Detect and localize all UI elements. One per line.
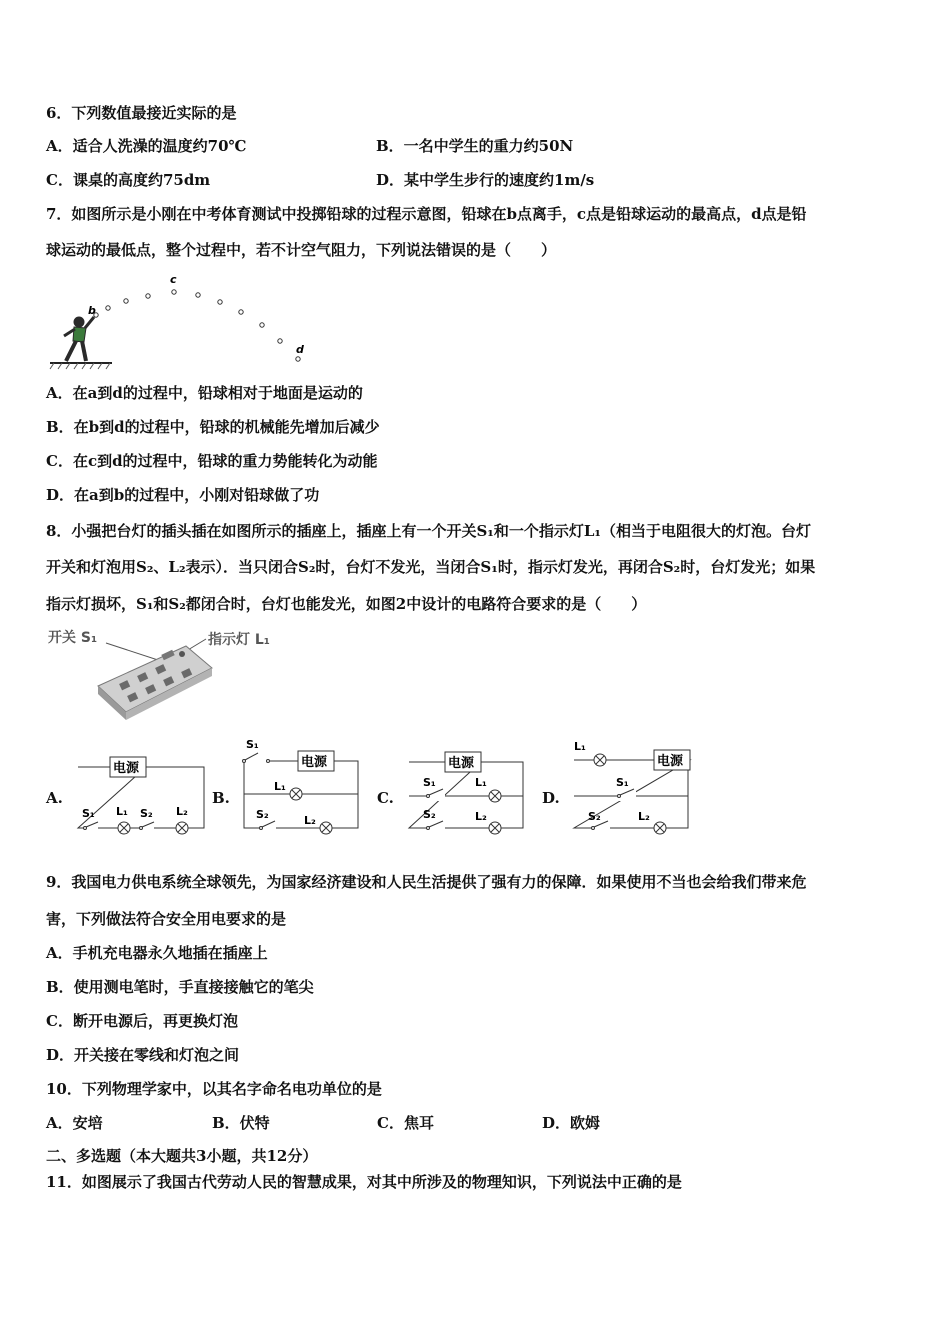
trajectory-dots — [94, 290, 300, 361]
circuit-d-switch-s1 — [618, 789, 637, 801]
q9-stem-line2: 害，下列做法符合安全用电要求的是 — [46, 910, 287, 928]
circuit-c-l2-label: L₂ — [475, 810, 487, 823]
circuit-d-s1-label: S₁ — [616, 776, 629, 789]
q7-option-d: D．在a到b的过程中，小刚对铅球做了功 — [46, 486, 320, 504]
q6-option-d: D．某中学生步行的速度约1m/s — [376, 171, 595, 189]
circuit-a-l2-label: L₂ — [176, 805, 188, 818]
circuit-b-s1-label: S₁ — [246, 738, 259, 751]
q9-option-b: B．使用测电笔时，手直接接触它的笔尖 — [46, 978, 314, 996]
circuit-a-switch-s2 — [140, 822, 155, 833]
point-c-label: c — [170, 273, 177, 286]
q8-option-a-label: A. — [46, 789, 63, 807]
circuit-d — [570, 738, 698, 836]
q10-option-a: A．安培 — [46, 1114, 103, 1132]
q10-option-d: D．欧姆 — [542, 1114, 601, 1132]
circuit-c-s1-label: S₁ — [423, 776, 436, 789]
shot-put-figure — [46, 270, 316, 370]
circuit-a-s1-label: S₁ — [82, 807, 95, 820]
q8-stem-line3: 指示灯损坏，S₁和S₂都闭合时，台灯也能发光，如图2中设计的电路符合要求的是（ ） — [46, 595, 647, 613]
q8-option-d-label: D. — [542, 789, 560, 807]
q8-option-c-label: C. — [377, 789, 394, 807]
point-d-label: d — [296, 343, 304, 356]
q9-option-d: D．开关接在零线和灯泡之间 — [46, 1046, 240, 1064]
circuit-b-switch-s2 — [260, 821, 277, 833]
circuit-d-s2-label: S₂ — [588, 810, 601, 823]
q7-stem-line2: 球运动的最低点，整个过程中，若不计空气阻力，下列说法错误的是（ ） — [46, 241, 557, 259]
circuit-d-l2-label: L₂ — [638, 810, 650, 823]
circuit-b-power: 电源 — [301, 755, 328, 770]
circuit-c — [405, 742, 533, 836]
circuit-a — [74, 752, 210, 840]
q8-stem-line2: 开关和灯泡用S₂、L₂表示）．当只闭合S₂时，台灯不发光，当闭合S₁时，指示灯发光，再闭合S₂时，台灯发光；如果 — [46, 558, 816, 576]
power-strip-figure — [46, 624, 296, 724]
circuit-d-power: 电源 — [657, 754, 684, 769]
q7-stem-line1: 7．如图所示是小刚在中考体育测试中投掷铅球的过程示意图，铅球在b点离手，c点是铅球运动的最高点，d点是铅 — [46, 205, 807, 223]
q10-stem: 10．下列物理学家中，以其名字命名电功单位的是 — [46, 1080, 382, 1098]
q9-option-c: C．断开电源后，再更换灯泡 — [46, 1012, 238, 1030]
q10-option-c: C．焦耳 — [377, 1114, 434, 1132]
circuit-b-l2-label: L₂ — [304, 814, 316, 827]
q11-stem: 11．如图展示了我国古代劳动人民的智慧成果，对其中所涉及的物理知识，下列说法中正确的是 — [46, 1173, 682, 1191]
q6-option-a: A．适合人洗澡的温度约70℃ — [46, 137, 247, 155]
q7-option-a: A．在a到d的过程中，铅球相对于地面是运动的 — [46, 384, 363, 402]
circuit-c-switch-s1 — [427, 789, 446, 801]
q8-stem-line1: 8．小强把台灯的插头插在如图所示的插座上，插座上有一个开关S₁和一个指示灯L₁（相当于电阻很大的灯泡。台灯 — [46, 522, 811, 540]
q6-option-c: C．课桌的高度约75dm — [46, 171, 211, 189]
athlete-figure — [64, 317, 94, 361]
power-strip-body — [98, 646, 212, 720]
circuit-b — [240, 736, 368, 836]
circuit-a-l1-label: L₁ — [116, 805, 128, 818]
q9-stem-line1: 9．我国电力供电系统全球领先，为国家经济建设和人民生活提供了强有力的保障．如果使用不当也会给我们带来危 — [46, 873, 807, 891]
circuit-a-s2-label: S₂ — [140, 807, 153, 820]
indicator-l1-label: 指示灯 L₁ — [208, 632, 270, 648]
q7-option-b: B．在b到d的过程中，铅球的机械能先增加后减少 — [46, 418, 380, 436]
section-2-heading: 二、多选题（本大题共3小题，共12分） — [46, 1147, 318, 1165]
switch-s1-label: 开关 S₁ — [48, 630, 98, 646]
q6-stem: 6．下列数值最接近实际的是 — [46, 104, 237, 122]
circuit-c-switch-s2 — [427, 821, 446, 833]
q7-option-c: C．在c到d的过程中，铅球的重力势能转化为动能 — [46, 452, 378, 470]
q10-option-b: B．伏特 — [212, 1114, 270, 1132]
circuit-c-l1-label: L₁ — [475, 776, 487, 789]
q6-option-b: B．一名中学生的重力约50N — [376, 137, 574, 155]
circuit-b-switch-s1 — [243, 753, 271, 766]
q9-option-a: A．手机充电器永久地插在插座上 — [46, 944, 268, 962]
circuit-a-switch-s1 — [84, 822, 99, 833]
point-b-label: b — [88, 304, 96, 317]
q8-option-b-label: B. — [212, 789, 230, 807]
circuit-d-l1-label: L₁ — [574, 740, 586, 753]
circuit-b-l1-label: L₁ — [274, 780, 286, 793]
circuit-a-power: 电源 — [113, 761, 140, 776]
circuit-c-power: 电源 — [448, 756, 475, 771]
circuit-c-s2-label: S₂ — [423, 808, 436, 821]
circuit-b-s2-label: S₂ — [256, 808, 269, 821]
